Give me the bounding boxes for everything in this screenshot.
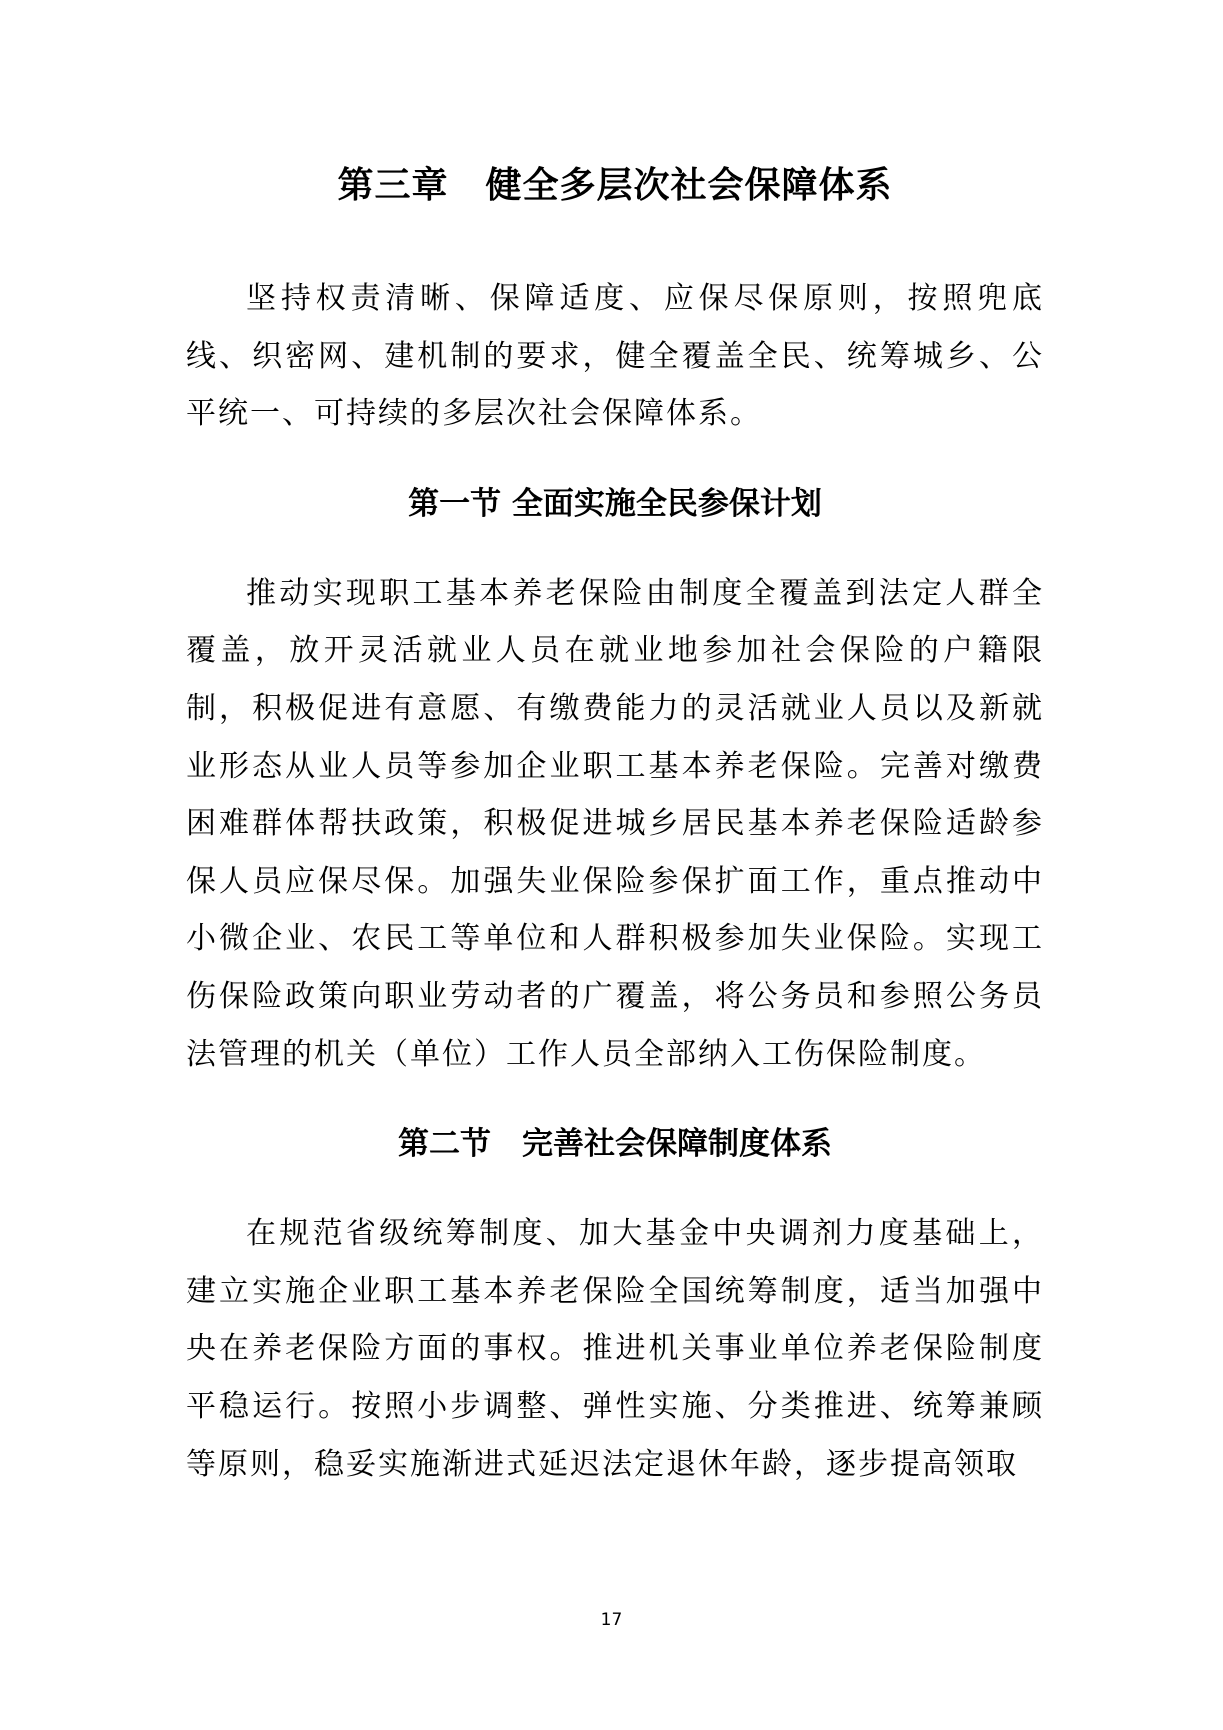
page-number: 17: [600, 1610, 623, 1630]
spacer: [186, 222, 1044, 270]
chapter-title: 第三章 健全多层次社会保障体系: [337, 165, 893, 206]
section-2-paragraph: 在规范省级统筹制度、加大基金中央调剂力度基础上，建立实施企业职工基本养老保险全国统筹制度，适当加强中央在养老保险方面的事权。推进机关事业单位养老保险制度平稳运行。按照小步调整、弹性实施、分类推进、统筹兼顾等原则，稳妥实施渐进式延迟法定退休年龄，逐步提高领取: [186, 1216, 1044, 1482]
spacer: [186, 1175, 1044, 1205]
section-2-title: 第二节 完善社会保障制度体系: [398, 1126, 832, 1163]
section-1-paragraph: 推动实现职工基本养老保险由制度全覆盖到法定人群全覆盖，放开灵活就业人员在就业地参加社会保险的户籍限制，积极促进有意愿、有缴费能力的灵活就业人员以及新就业形态从业人员等参加企业职工基本养老保险。完善对缴费困难群体帮扶政策，积极促进城乡居民基本养老保险适龄参保人员应保尽保。加强失业保险参保扩面工作，重点推动中小微企业、农民工等单位和人群积极参加失业保险。实现工伤保险政策向职业劳动者的广覆盖，将公务员和参照公务员法管理的机关（单位）工作人员全部纳入工伤保险制度。: [186, 575, 1044, 1072]
page-content: [186, 150, 1044, 1493]
spacer: [186, 1083, 1044, 1113]
section-1-title: 第一节 全面实施全民参保计划: [408, 485, 822, 522]
chapter-intro-paragraph: 坚持权责清晰、保障适度、应保尽保原则，按照兜底线、织密网、建机制的要求，健全覆盖全民、统筹城乡、公平统一、可持续的多层次社会保障体系。: [186, 281, 1044, 432]
spacer: [186, 443, 1044, 473]
spacer: [186, 535, 1044, 565]
